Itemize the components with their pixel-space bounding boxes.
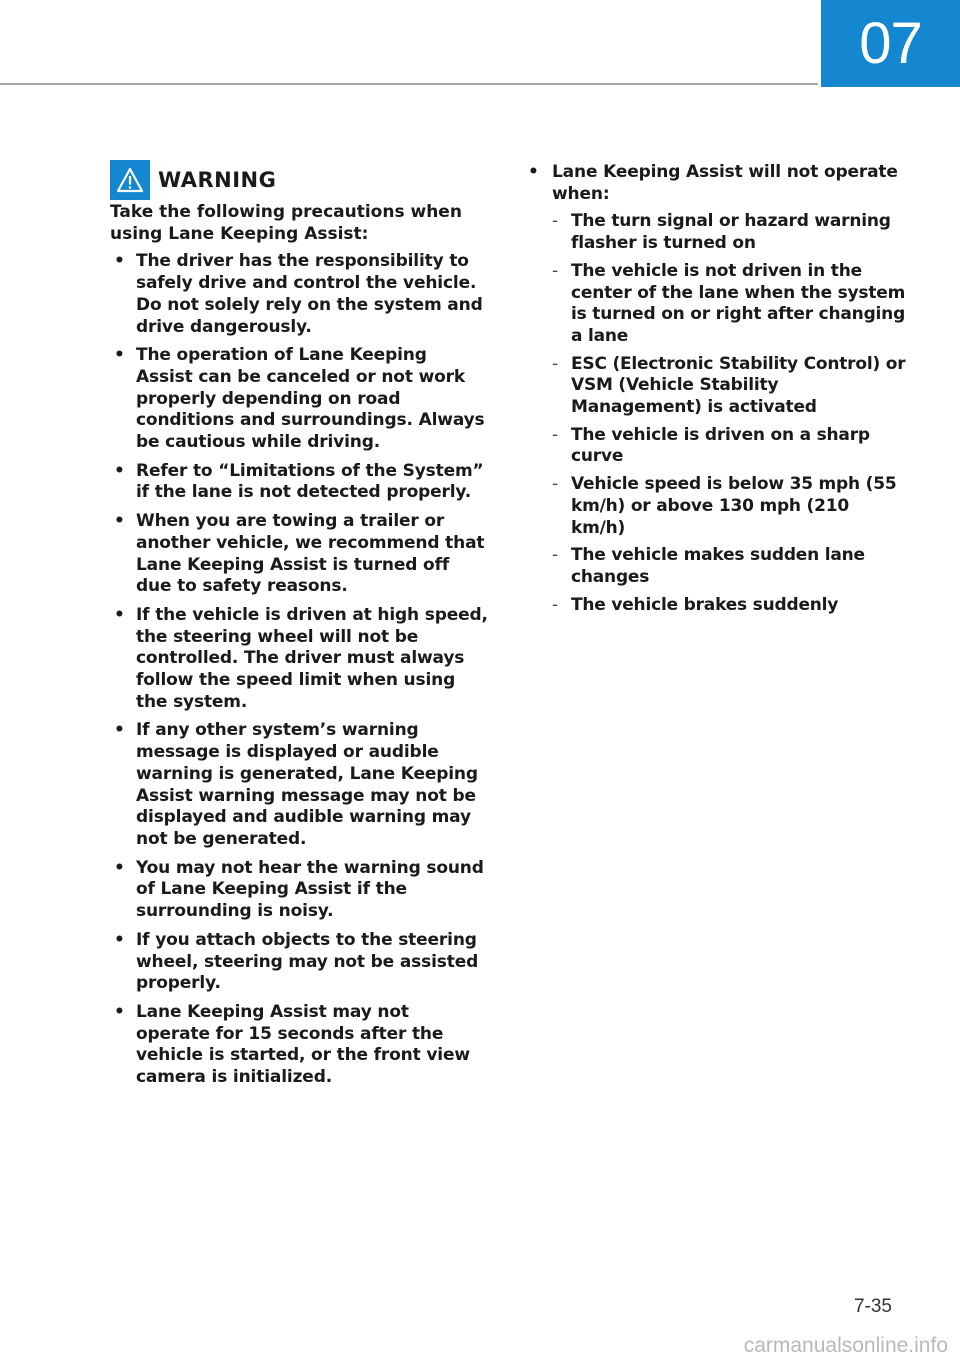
bullet-icon: •: [114, 1001, 125, 1022]
dash-icon: -: [552, 211, 558, 232]
list-item: • If any other system’s warning message is displayed or audible warning is generated, Lane Keeping Assist warning message may not be displayed and audible warning may not be generated.: [114, 720, 478, 849]
bullet-icon: •: [114, 345, 125, 366]
warning-list: [110, 251, 488, 1088]
list-item: - The turn signal or hazard warning flasher is turned on: [552, 211, 891, 254]
list-item: • The operation of Lane Keeping Assist can be canceled or not work properly depending on road conditions and surroundings. Always be cautious while driving.: [114, 345, 485, 453]
warning-label: WARNING: [158, 168, 277, 192]
bullet-icon: •: [114, 929, 125, 950]
warning-intro: Take the following precautions when using Lane Keeping Assist:: [110, 202, 462, 244]
warning-triangle-icon: [116, 167, 144, 193]
bullet-icon: •: [114, 604, 125, 625]
list-item: • Lane Keeping Assist may not operate for 15 seconds after the vehicle is started, or the front view camera is initialized.: [114, 1001, 470, 1088]
list-item: - The vehicle is not driven in the center of the lane when the system is turned on or right after changing a lane: [552, 260, 906, 346]
list-item: - Vehicle speed is below 35 mph (55 km/h) or above 130 mph (210 km/h): [552, 474, 897, 538]
operation-lead: • Lane Keeping Assist will not operate when:: [528, 162, 898, 204]
list-item: • When you are towing a trailer or another vehicle, we recommend that Lane Keeping Assist is turned off due to safety reasons.: [114, 511, 485, 597]
list-item: - ESC (Electronic Stability Control) or VSM (Vehicle Stability Management) is activated: [552, 353, 906, 418]
warning-heading: [110, 160, 488, 200]
chapter-number: 07: [859, 11, 922, 76]
list-item: • The driver has the responsibility to safely drive and control the vehicle. Do not solely rely on the system and drive dangerously.: [114, 251, 483, 337]
chapter-tab: [821, 0, 960, 87]
dash-icon: -: [552, 353, 558, 374]
list-item: • You may not hear the warning sound of Lane Keeping Assist if the surrounding is noisy.: [114, 857, 484, 922]
bullet-icon: •: [114, 857, 125, 878]
dash-icon: -: [552, 474, 558, 495]
dash-icon: -: [552, 424, 558, 445]
bullet-icon: •: [114, 460, 125, 481]
header-rule: [0, 83, 818, 85]
list-item: • Refer to “Limitations of the System” if the lane is not detected properly.: [114, 460, 484, 503]
list-item: - The vehicle brakes suddenly: [552, 594, 839, 615]
list-item: - The vehicle is driven on a sharp curve: [552, 424, 870, 467]
warning-icon: [110, 160, 150, 200]
condition-list: [552, 211, 908, 616]
list-item: • If you attach objects to the steering wheel, steering may not be assisted properly.: [114, 929, 479, 994]
page-number: 7-35: [853, 1296, 892, 1317]
dash-icon: -: [552, 260, 558, 281]
dash-icon: -: [552, 594, 558, 615]
list-item: - The vehicle makes sudden lane changes: [552, 545, 865, 587]
bullet-icon: •: [114, 720, 125, 741]
bullet-icon: •: [114, 511, 125, 532]
list-item: • If the vehicle is driven at high speed, the steering wheel will not be controlled. The driver must always follow the speed limit when using the system.: [114, 604, 488, 712]
right-column: [528, 162, 908, 622]
dash-icon: -: [552, 545, 558, 566]
watermark: carmanualsonline.info: [743, 1334, 948, 1357]
bullet-icon: •: [114, 251, 125, 272]
left-column: [110, 160, 488, 1096]
bullet-icon: •: [528, 162, 539, 182]
